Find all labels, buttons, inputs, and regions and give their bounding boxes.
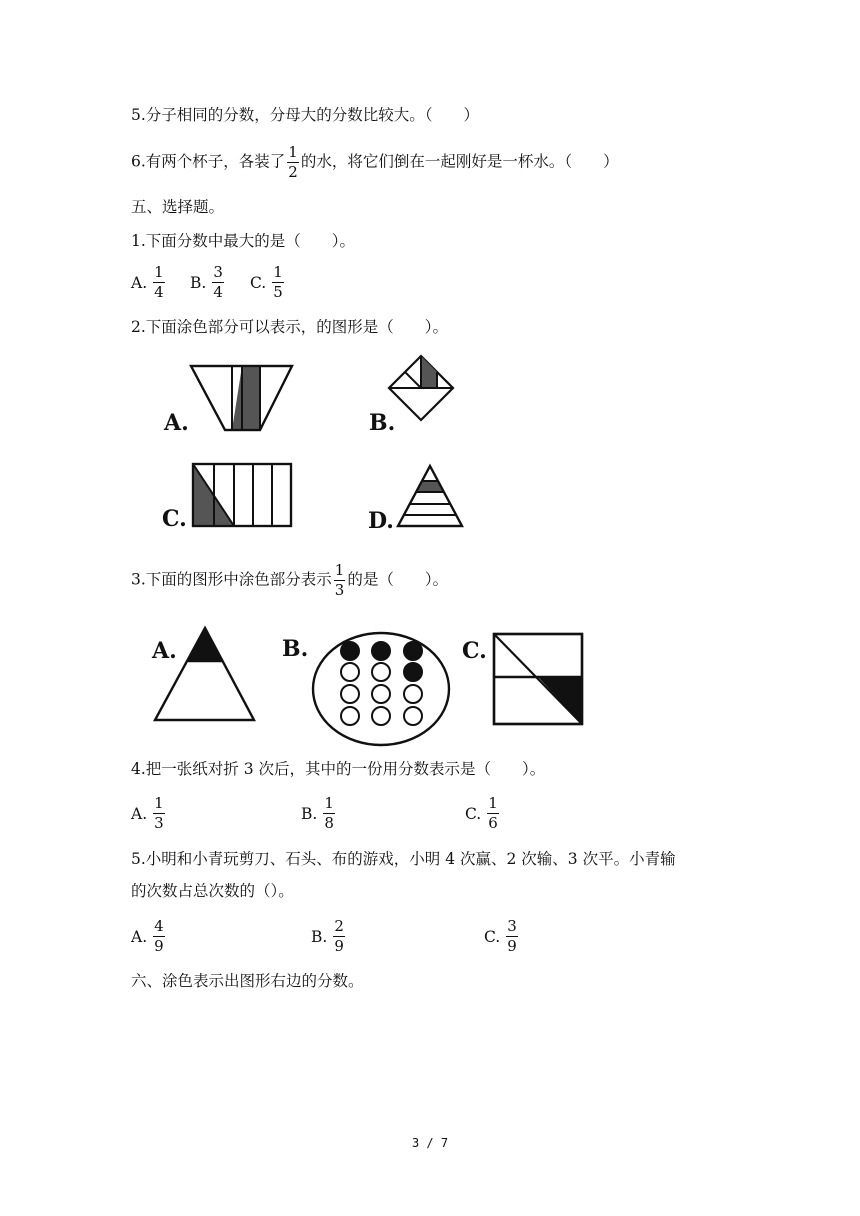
fraction-one-third [334, 562, 346, 599]
section-6-title: 六、涂色表示出图形右边的分数。 [131, 972, 364, 990]
figure-label: A. [164, 410, 189, 436]
fraction-numerator: 1 [154, 263, 164, 281]
option-label: A. [131, 927, 148, 946]
option-label: A. [131, 273, 148, 292]
judge-q6-text-before: 6.有两个杯子，各装了 [131, 152, 286, 171]
choice-q4-text: 4.把一张纸对折 3 次后，其中的一份用分数表示是（ ）。 [131, 760, 546, 778]
choice-q3-text [131, 562, 448, 599]
option-label: C. [484, 927, 501, 946]
fraction-denominator: 4 [213, 283, 223, 301]
choice-q1-text: 1.下面分数中最大的是（ ）。 [131, 232, 356, 250]
fraction-denominator: 5 [273, 283, 283, 301]
option-fraction [153, 264, 165, 301]
figure-label: B. [369, 410, 396, 434]
fraction-numerator: 3 [507, 917, 517, 935]
option-fraction [506, 918, 518, 955]
option-fraction [272, 264, 284, 301]
fraction-denominator: 2 [288, 163, 298, 181]
q2-figure-b[interactable] [366, 352, 466, 434]
fraction-denominator: 3 [334, 581, 345, 599]
option-fraction [333, 918, 345, 955]
fraction-numerator: 1 [288, 143, 298, 161]
option-label: B. [190, 273, 207, 292]
fraction-numerator: 1 [324, 794, 334, 812]
fraction-numerator: 1 [154, 794, 164, 812]
fraction-numerator: 1 [273, 263, 283, 281]
choice-q1-option-a[interactable] [131, 264, 167, 301]
choice-q3-text-before: 3.下面的图形中涂色部分表示 [131, 570, 332, 589]
fraction-numerator: 1 [334, 561, 345, 579]
judge-q5: 5.分子相同的分数，分母大的分数比较大。（ ） [131, 106, 480, 124]
q2-figure-c[interactable] [160, 460, 300, 530]
choice-q1-option-c[interactable] [250, 264, 286, 301]
choice-q4-option-c[interactable] [465, 795, 501, 832]
fraction-one-half [287, 144, 299, 181]
choice-q5-text-line1: 5.小明和小青玩剪刀、石头、布的游戏，小明 4 次赢、2 次输、3 次平。小青输 [131, 850, 676, 868]
option-fraction [323, 795, 335, 832]
judge-q6 [131, 144, 619, 181]
fraction-numerator: 3 [213, 263, 223, 281]
choice-q4-option-b[interactable] [301, 795, 337, 832]
q2-figure-a[interactable] [160, 358, 300, 436]
option-fraction [153, 795, 165, 832]
fraction-denominator: 6 [488, 814, 498, 832]
option-label: B. [301, 804, 318, 823]
choice-q2-text: 2.下面涂色部分可以表示，的图形是（ ）。 [131, 318, 449, 336]
figure-label: C. [162, 506, 187, 530]
fraction-denominator: 3 [154, 814, 164, 832]
q3-figure-b[interactable] [280, 626, 460, 748]
q3-figure-a[interactable] [150, 622, 262, 724]
figure-label: C. [462, 638, 487, 664]
choice-q1-option-b[interactable] [190, 264, 226, 301]
figure-label: A. [152, 638, 177, 664]
fraction-numerator: 1 [488, 794, 498, 812]
fraction-numerator: 4 [154, 917, 164, 935]
figure-label: B. [282, 636, 309, 662]
choice-q5-option-b[interactable] [311, 918, 347, 955]
fraction-denominator: 9 [154, 937, 164, 955]
option-label: A. [131, 804, 148, 823]
option-fraction [153, 918, 165, 955]
option-fraction [487, 795, 499, 832]
option-label: C. [465, 804, 482, 823]
choice-q3-text-after: 的是（ ）。 [347, 570, 449, 589]
fraction-denominator: 9 [507, 937, 517, 955]
option-label: C. [250, 273, 267, 292]
page-number: 3 / 7 [411, 1136, 449, 1150]
choice-q4-option-a[interactable] [131, 795, 167, 832]
q2-figure-d[interactable] [366, 460, 470, 532]
judge-q6-text-after: 的水，将它们倒在一起刚好是一杯水。（ ） [300, 152, 619, 171]
figure-label: D. [368, 508, 394, 532]
fraction-denominator: 8 [324, 814, 334, 832]
choice-q5-text-line2: 的次数占总次数的（）。 [131, 882, 294, 900]
fraction-numerator: 2 [334, 917, 344, 935]
section-5-title: 五、选择题。 [131, 198, 225, 216]
option-label: B. [311, 927, 328, 946]
option-fraction [212, 264, 224, 301]
fraction-denominator: 9 [334, 937, 344, 955]
choice-q5-option-a[interactable] [131, 918, 167, 955]
choice-q5-option-c[interactable] [484, 918, 520, 955]
q3-figure-c[interactable] [460, 630, 586, 728]
fraction-denominator: 4 [154, 283, 164, 301]
